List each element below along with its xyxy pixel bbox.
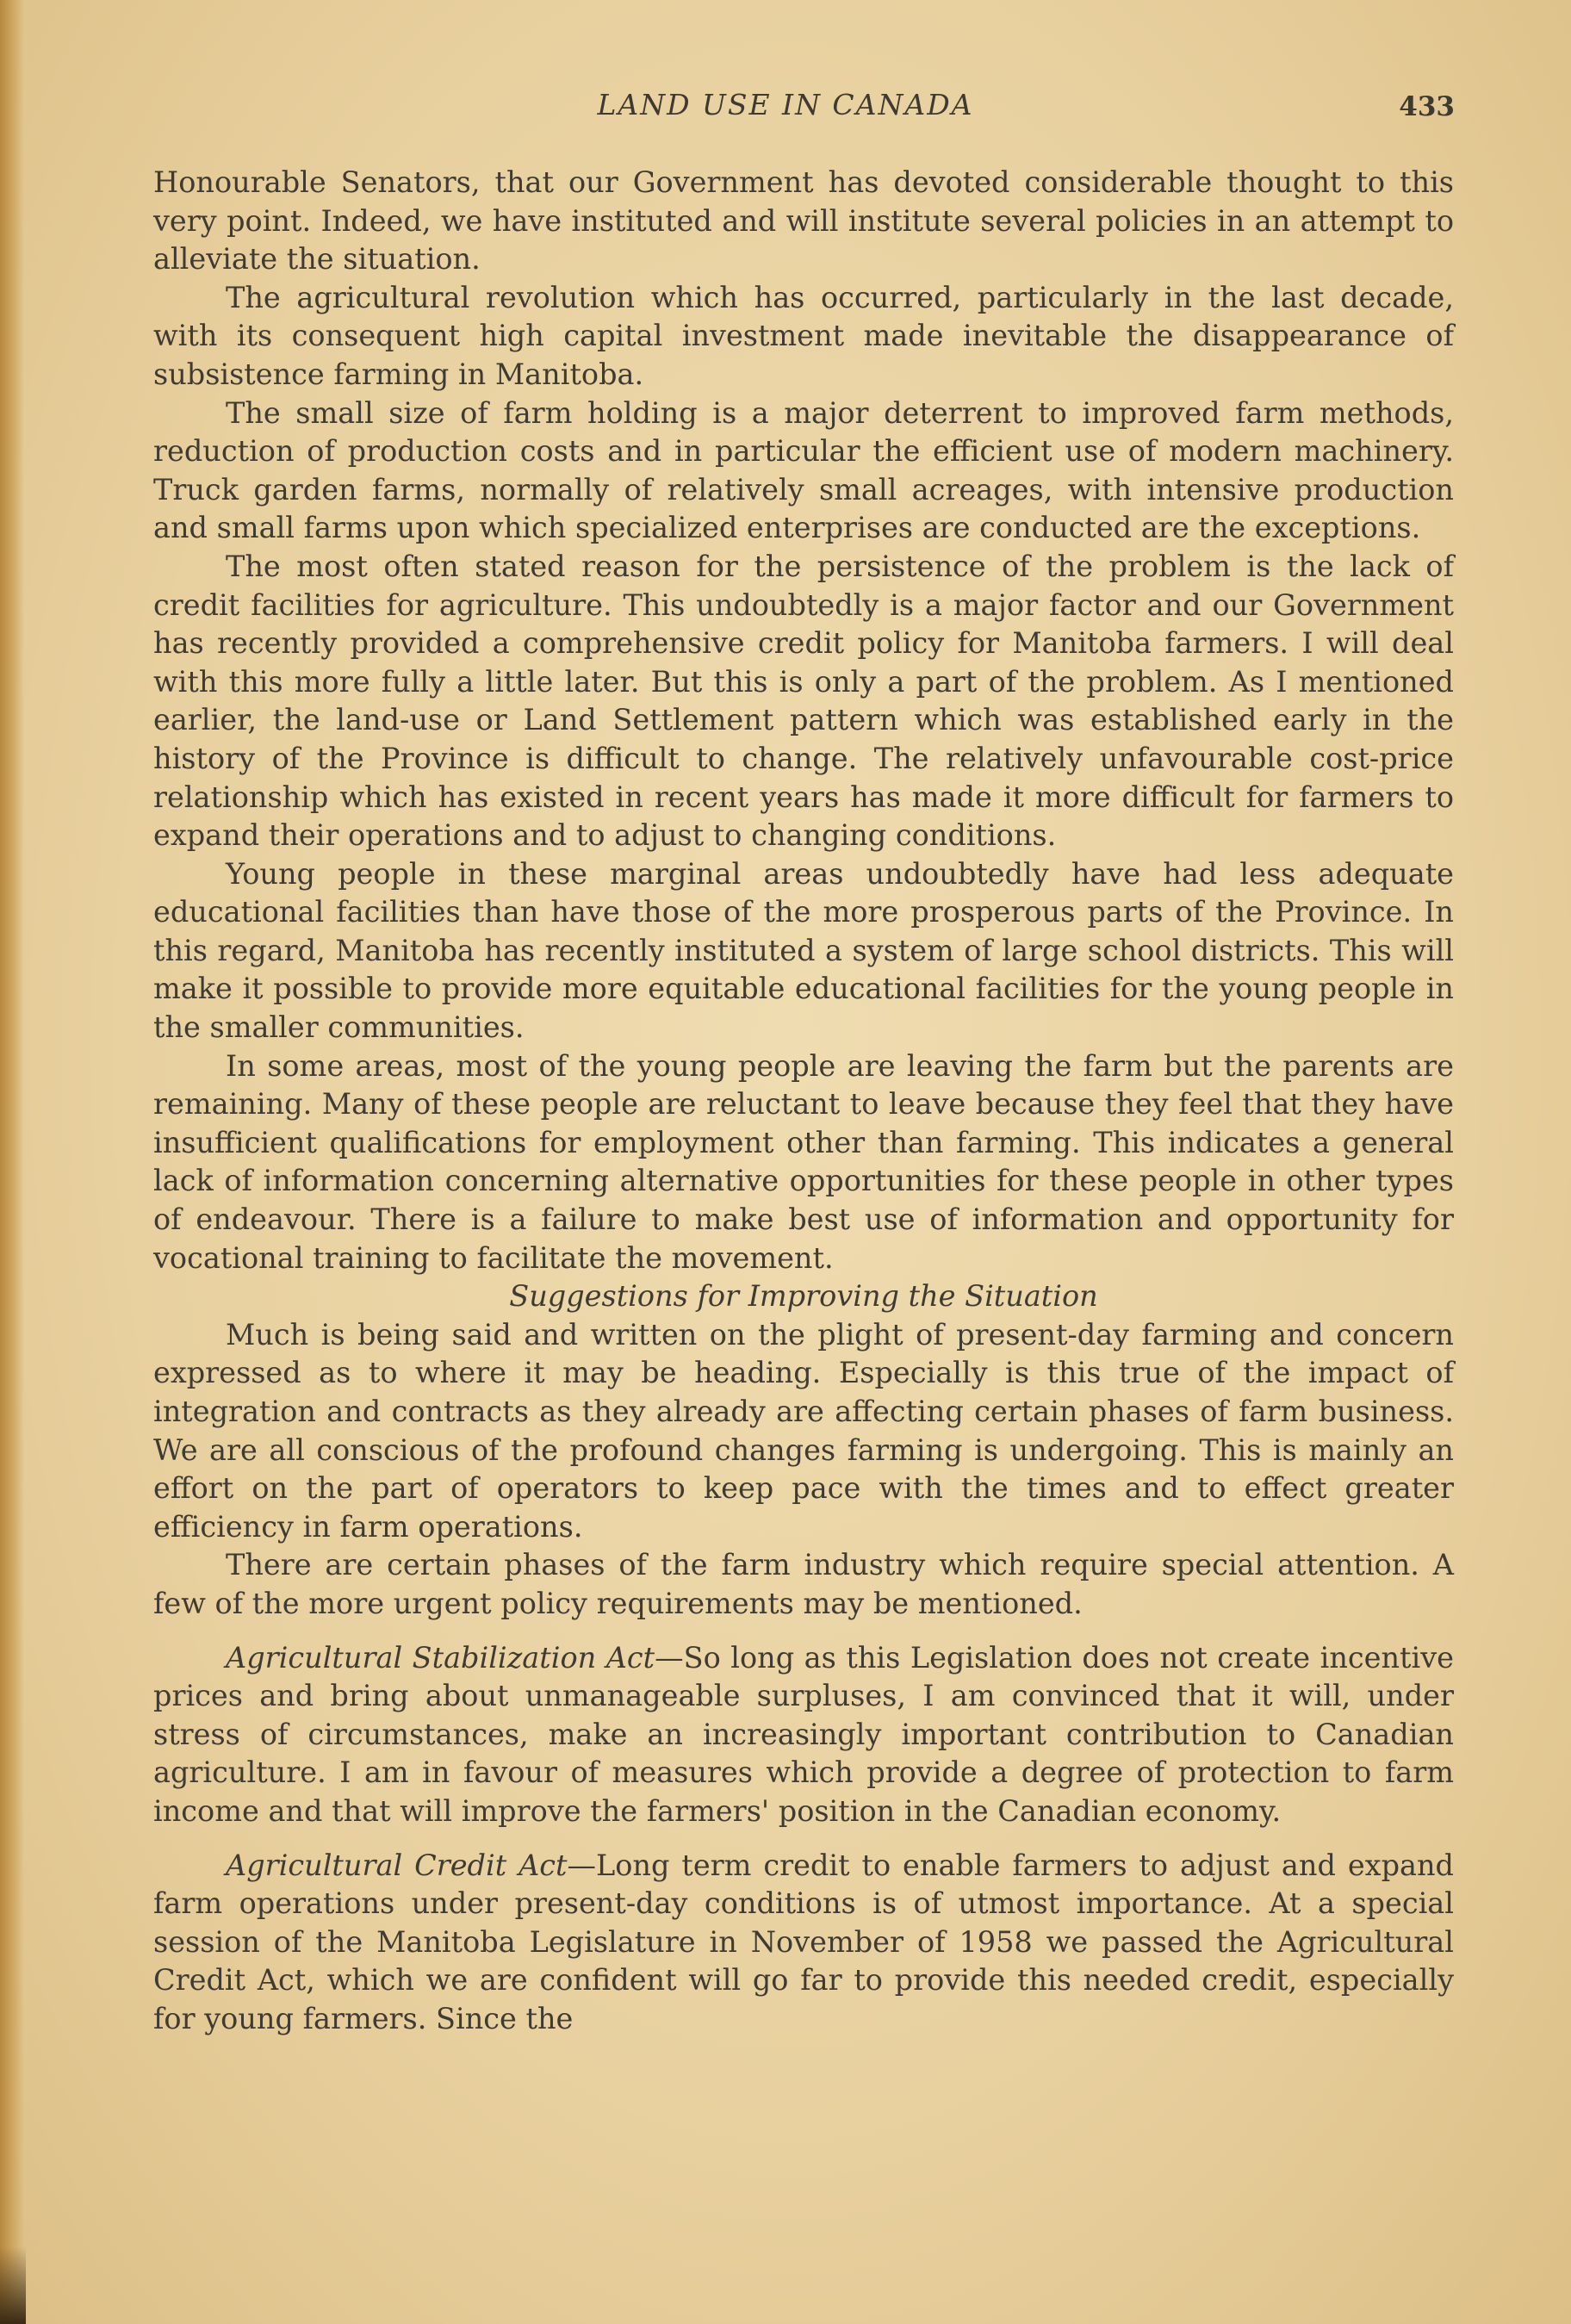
page-corner-shadow [0, 2246, 26, 2324]
paragraph: The agricultural revolution which has occurred, particularly in the last decade, with its consequent high capital investment made inevitable the disappearance of subsistence farming in Manitoba. [153, 280, 1454, 391]
paragraph: Honourable Senators, that our Government has devoted considerable thought to this very point. Indeed, we have instituted and will institute several policies in an attempt to alleviate the situation. [153, 165, 1454, 277]
page-spine-shadow [0, 0, 24, 2324]
paragraph: Much is being said and written on the plight of present-day farming and concern expressed as to where it may be heading. Especially is this true of the impact of integration and contracts as they already are affecting certain phases of farm business. We are all conscious of the profound changes farming is undergoing. This is mainly an effort on the part of operators to keep pace with the times and to effect greater efficiency in farm operations. [153, 1317, 1454, 1544]
act-paragraph-credit [153, 1847, 1454, 2039]
body-text [153, 164, 1454, 2039]
paragraph: Young people in these marginal areas undoubtedly have had less adequate educational facilities than have those of the more prosperous parts of the Province. In this regard, Manitoba has recently instituted a system of large school districts. This will make it possible to provide more equitable educational facilities for the young people in the smaller communities. [153, 856, 1454, 1045]
act-title: Agricultural Stabilization Act [226, 1640, 655, 1675]
page-number: 433 [1399, 91, 1455, 122]
paragraph: In some areas, most of the young people are leaving the farm but the parents are remaining. Many of these people are reluctant to leave because they feel that they have insufficient qualifications for employment other than farming. This indicates a general lack of information concerning alternative opportunities for these people in other types of endeavour. There is a failure to make best use of information and opportunity for vocational training to facilitate the movement. [153, 1048, 1454, 1275]
act-text: —Long term credit to enable farmers to adjust and expand farm operations under present-day conditions is of utmost importance. At a special session of the Manitoba Legislature in November of 1958 we passed the Agricultural Credit Act, which we are confident will go far to provide this needed credit, especially for young farmers. Since the [153, 1848, 1455, 2035]
section-heading: Suggestions for Improving the Situation [509, 1279, 1098, 1314]
act-title: Agricultural Credit Act [226, 1848, 568, 1882]
act-paragraph-stabilization [153, 1639, 1454, 1831]
act-text: —So long as this Legislation does not create incentive prices and bring about unmanageable surpluses, I am convinced that it will, under stress of circumstances, make an increasingly important contribution to Canadian agriculture. I am in favour of measures which provide a degree of protection to farm income and that will improve the farmers' position in the Canadian economy. [153, 1640, 1454, 1828]
paragraph: The most often stated reason for the persistence of the problem is the lack of credit facilities for agriculture. This undoubtedly is a major factor and our Government has recently provided a comprehensive credit policy for Manitoba farmers. I will deal with this more fully a little later. But this is only a part of the problem. As I mentioned earlier, the land-use or Land Settlement pattern which was established early in the history of the Province is difficult to change. The relatively unfavourable cost-price relationship which has existed in recent years has made it more difficult for farmers to expand their operations and to adjust to changing conditions. [153, 549, 1454, 853]
running-header [0, 88, 1571, 131]
paragraph: There are certain phases of the farm industry which require special attention. A few of the more urgent policy requirements may be mentioned. [153, 1548, 1454, 1620]
running-title: LAND USE IN CANADA [597, 88, 974, 121]
paragraph: The small size of farm holding is a major deterrent to improved farm methods, reduction of production costs and in particular the efficient use of modern machinery. Truck garden farms, normally of relatively small acreages, with intensive production and small farms upon which specialized enterprises are conducted are the exceptions. [153, 395, 1454, 545]
